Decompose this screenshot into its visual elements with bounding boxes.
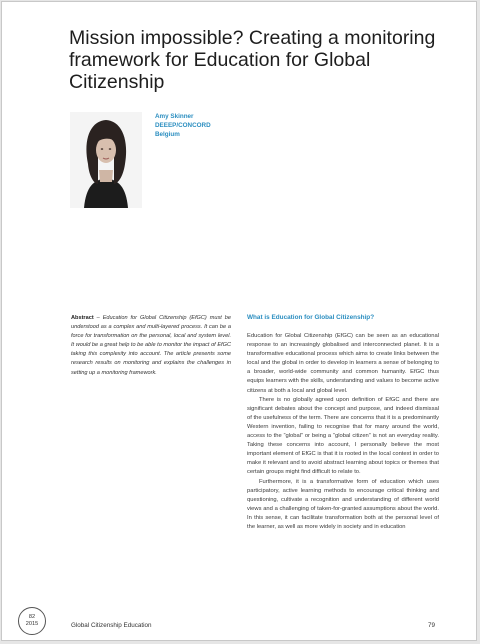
body-paragraph: There is no globally agreed upon definition of EfGC and there are significant debates about the concept and purpose, and indeed dismissal of the usefulness of the term. There are concerns that it is a predominantly Western invention, failing to recognise that for many around the world, access to the “global” or being a “global citizen” is not an everyday reality. Taking these concerns into account, I personally believe the most important element of EfGC is that it is rooted in the local context in order to make it relevant and to avoid abstract learning about topics or themes that certain groups might find difficult to relate to. [247, 396, 439, 476]
body-paragraph: Furthermore, it is a transformative form of education which uses participatory, active learning methods to encourage critical thinking and questioning, cultivate a recognition and understanding of different world views and a challenging of taken-for-granted assumptions about the world. In this sense, it can facilitate transformation both at the personal level of the learner, as well as more widely in society and in education [247, 478, 439, 530]
page-number: 79 [428, 622, 436, 629]
issue-number: 82 [28, 614, 36, 620]
document-page [1, 1, 477, 641]
section-heading: What is Education for Global Citizenship? [247, 314, 375, 321]
author-organisation: DEEEP/CONCORD [155, 122, 211, 129]
abstract [71, 314, 231, 378]
author-info [155, 112, 211, 139]
author-name: Amy Skinner [155, 113, 194, 120]
article-title: Mission impossible? Creating a monitoring framework for Education for Global Citizenship [69, 27, 436, 93]
author-portrait-graphic [70, 112, 142, 208]
journal-title: Global Citizenship Education [71, 622, 152, 629]
author-country: Belgium [155, 131, 180, 138]
issue-year: 2015 [25, 620, 39, 627]
body-paragraph: Education for Global Citizenship (EfGC) can be seen as an educational response to an increasingly globalised and interconnected planet. It is a transformative educational process which aims to create links between the local and the global in order to develop in learners a sense of belonging to a broader, world-wide community and common humanity. EfGC thus equips learners with the skills, understanding and values to become active citizens at both a local and global level. [247, 333, 439, 394]
journal-issue-logo [18, 607, 46, 635]
body-text [247, 332, 439, 532]
author-photo [70, 112, 142, 208]
abstract-text: – Education for Global Citizenship (EfGC) must be understood as a complex and multi-layered process. It can be a force for transformation on the personal, local and system level. It would be a great help to be able to monitor the impact of EfGC taking this complexity into account. The article presents some research results on monitoring and explains the challenges in setting up a monitoring framework. [71, 315, 231, 376]
abstract-label: Abstract [71, 315, 94, 321]
